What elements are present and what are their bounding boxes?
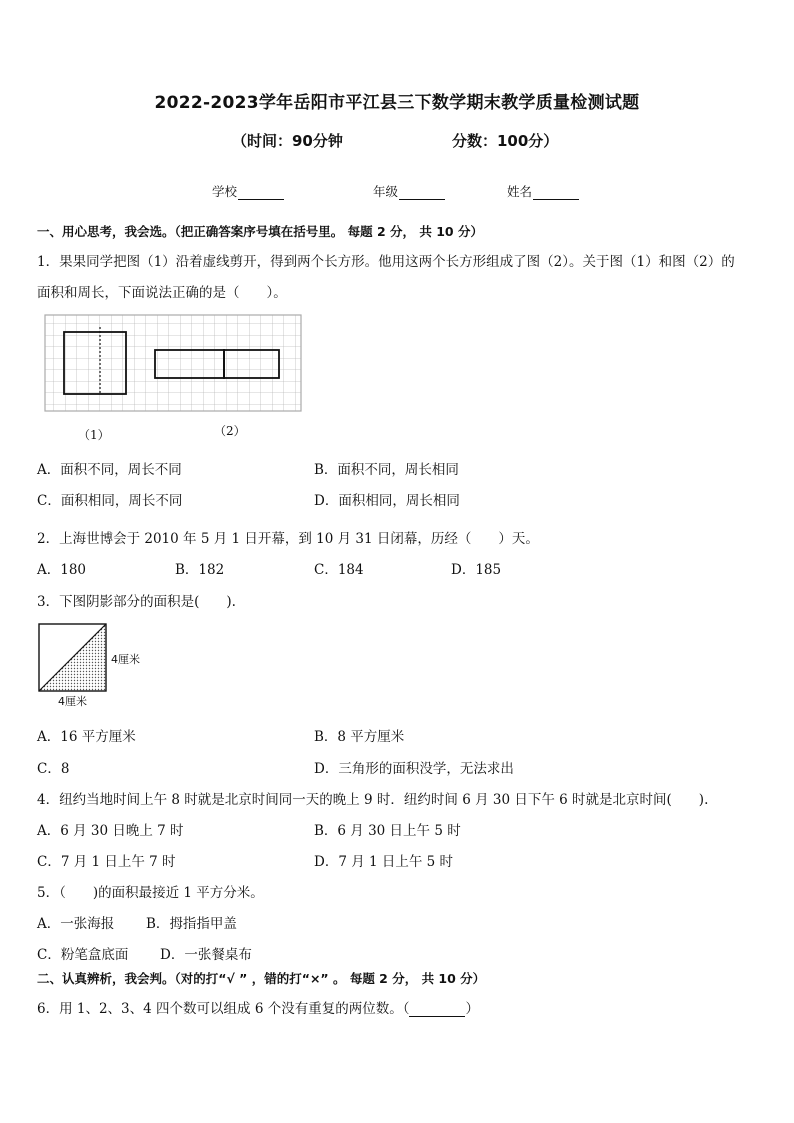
school-field[interactable] <box>212 182 284 200</box>
grade-blank[interactable] <box>399 187 445 200</box>
q4-option-c[interactable]: C．7 月 1 日上午 7 时 <box>37 854 176 870</box>
q1-option-c[interactable]: C．面积相同，周长不同 <box>37 493 183 509</box>
page-title: 2022-2023学年岳阳市平江县三下数学期末教学质量检测试题 <box>154 93 640 113</box>
section2-heading: 二、认真辨析，我会判。（对的打“√ ” ，错的打“×” 。 每题 2 分， 共 10 分） <box>37 971 486 986</box>
q3-text: 3．下图阴影部分的面积是( ). <box>37 594 236 610</box>
q5-option-d[interactable]: D．一张餐桌布 <box>160 947 252 963</box>
total-score: 分数：100分） <box>452 132 559 150</box>
q6-text: 6．用 1、2、3、4 四个数可以组成 6 个没有重复的两位数。（ <box>37 1001 410 1017</box>
grade-field[interactable] <box>373 182 445 200</box>
name-field[interactable] <box>507 182 579 200</box>
q5-option-c[interactable]: C．粉笔盒底面 <box>37 947 129 963</box>
q2-option-a[interactable]: A．180 <box>37 562 87 578</box>
q5-option-a[interactable]: A．一张海报 <box>37 916 115 932</box>
q4-option-d[interactable]: D．7 月 1 日上午 5 时 <box>314 854 454 870</box>
q2-option-c[interactable]: C．184 <box>314 562 364 578</box>
q2-option-d[interactable]: D．185 <box>451 562 502 578</box>
q5-text: 5．（ )的面积最接近 1 平方分米。 <box>37 885 264 901</box>
section1-heading: 一、用心思考，我会选。（把正确答案序号填在括号里。 每题 2 分， 共 10 分） <box>37 224 483 239</box>
school-label: 学校 <box>212 184 238 199</box>
fig1-label: （1） <box>78 428 110 442</box>
q4-option-a[interactable]: A．6 月 30 日晚上 7 时 <box>37 823 184 839</box>
q3-option-a[interactable]: A．16 平方厘米 <box>37 729 136 745</box>
q4-text: 4．纽约当地时间上午 8 时就是北京时间同一天的晚上 9 时．纽约时间 6 月 30 日下午 6 时就是北京时间( ). <box>37 792 709 808</box>
name-label: 姓名 <box>507 184 533 199</box>
grid-paper <box>45 315 301 411</box>
q6-question <box>37 997 479 1017</box>
q3-option-d[interactable]: D．三角形的面积没学，无法求出 <box>314 761 514 777</box>
q3-side-label: 4厘米 <box>111 653 140 666</box>
q1-option-b[interactable]: B．面积不同，周长相同 <box>314 462 459 478</box>
time-limit: （时间：90分钟 <box>232 132 343 150</box>
q4-option-b[interactable]: B．6 月 30 日上午 5 时 <box>314 823 461 839</box>
q1-text-line1: 1．果果同学把图（1）沿着虚线剪开，得到两个长方形。他用这两个长方形组成了图（2）。关于图（1）和图（2）的 <box>37 254 735 270</box>
name-blank[interactable] <box>533 187 579 200</box>
school-blank[interactable] <box>238 187 284 200</box>
q3-option-c[interactable]: C．8 <box>37 761 70 777</box>
q1-option-a[interactable]: A．面积不同，周长不同 <box>37 462 182 478</box>
q6-close-paren: ） <box>465 1001 479 1017</box>
q2-text: 2．上海世博会于 2010 年 5 月 1 日开幕，到 10 月 31 日闭幕，历经（ ）天。 <box>37 531 539 547</box>
q2-option-b[interactable]: B．182 <box>175 562 225 578</box>
q3-option-b[interactable]: B．8 平方厘米 <box>314 729 405 745</box>
q1-option-d[interactable]: D．面积相同，周长相同 <box>314 493 460 509</box>
fig2-label: （2） <box>214 424 246 438</box>
q1-grid-figure <box>42 312 304 414</box>
q6-answer-blank[interactable] <box>409 1004 465 1017</box>
q3-square-figure <box>37 622 109 694</box>
q1-text-line2: 面积和周长，下面说法正确的是（ ）。 <box>37 285 287 301</box>
q5-option-b[interactable]: B．拇指指甲盖 <box>146 916 237 932</box>
grade-label: 年级 <box>373 184 399 199</box>
q3-bottom-label: 4厘米 <box>58 695 87 708</box>
